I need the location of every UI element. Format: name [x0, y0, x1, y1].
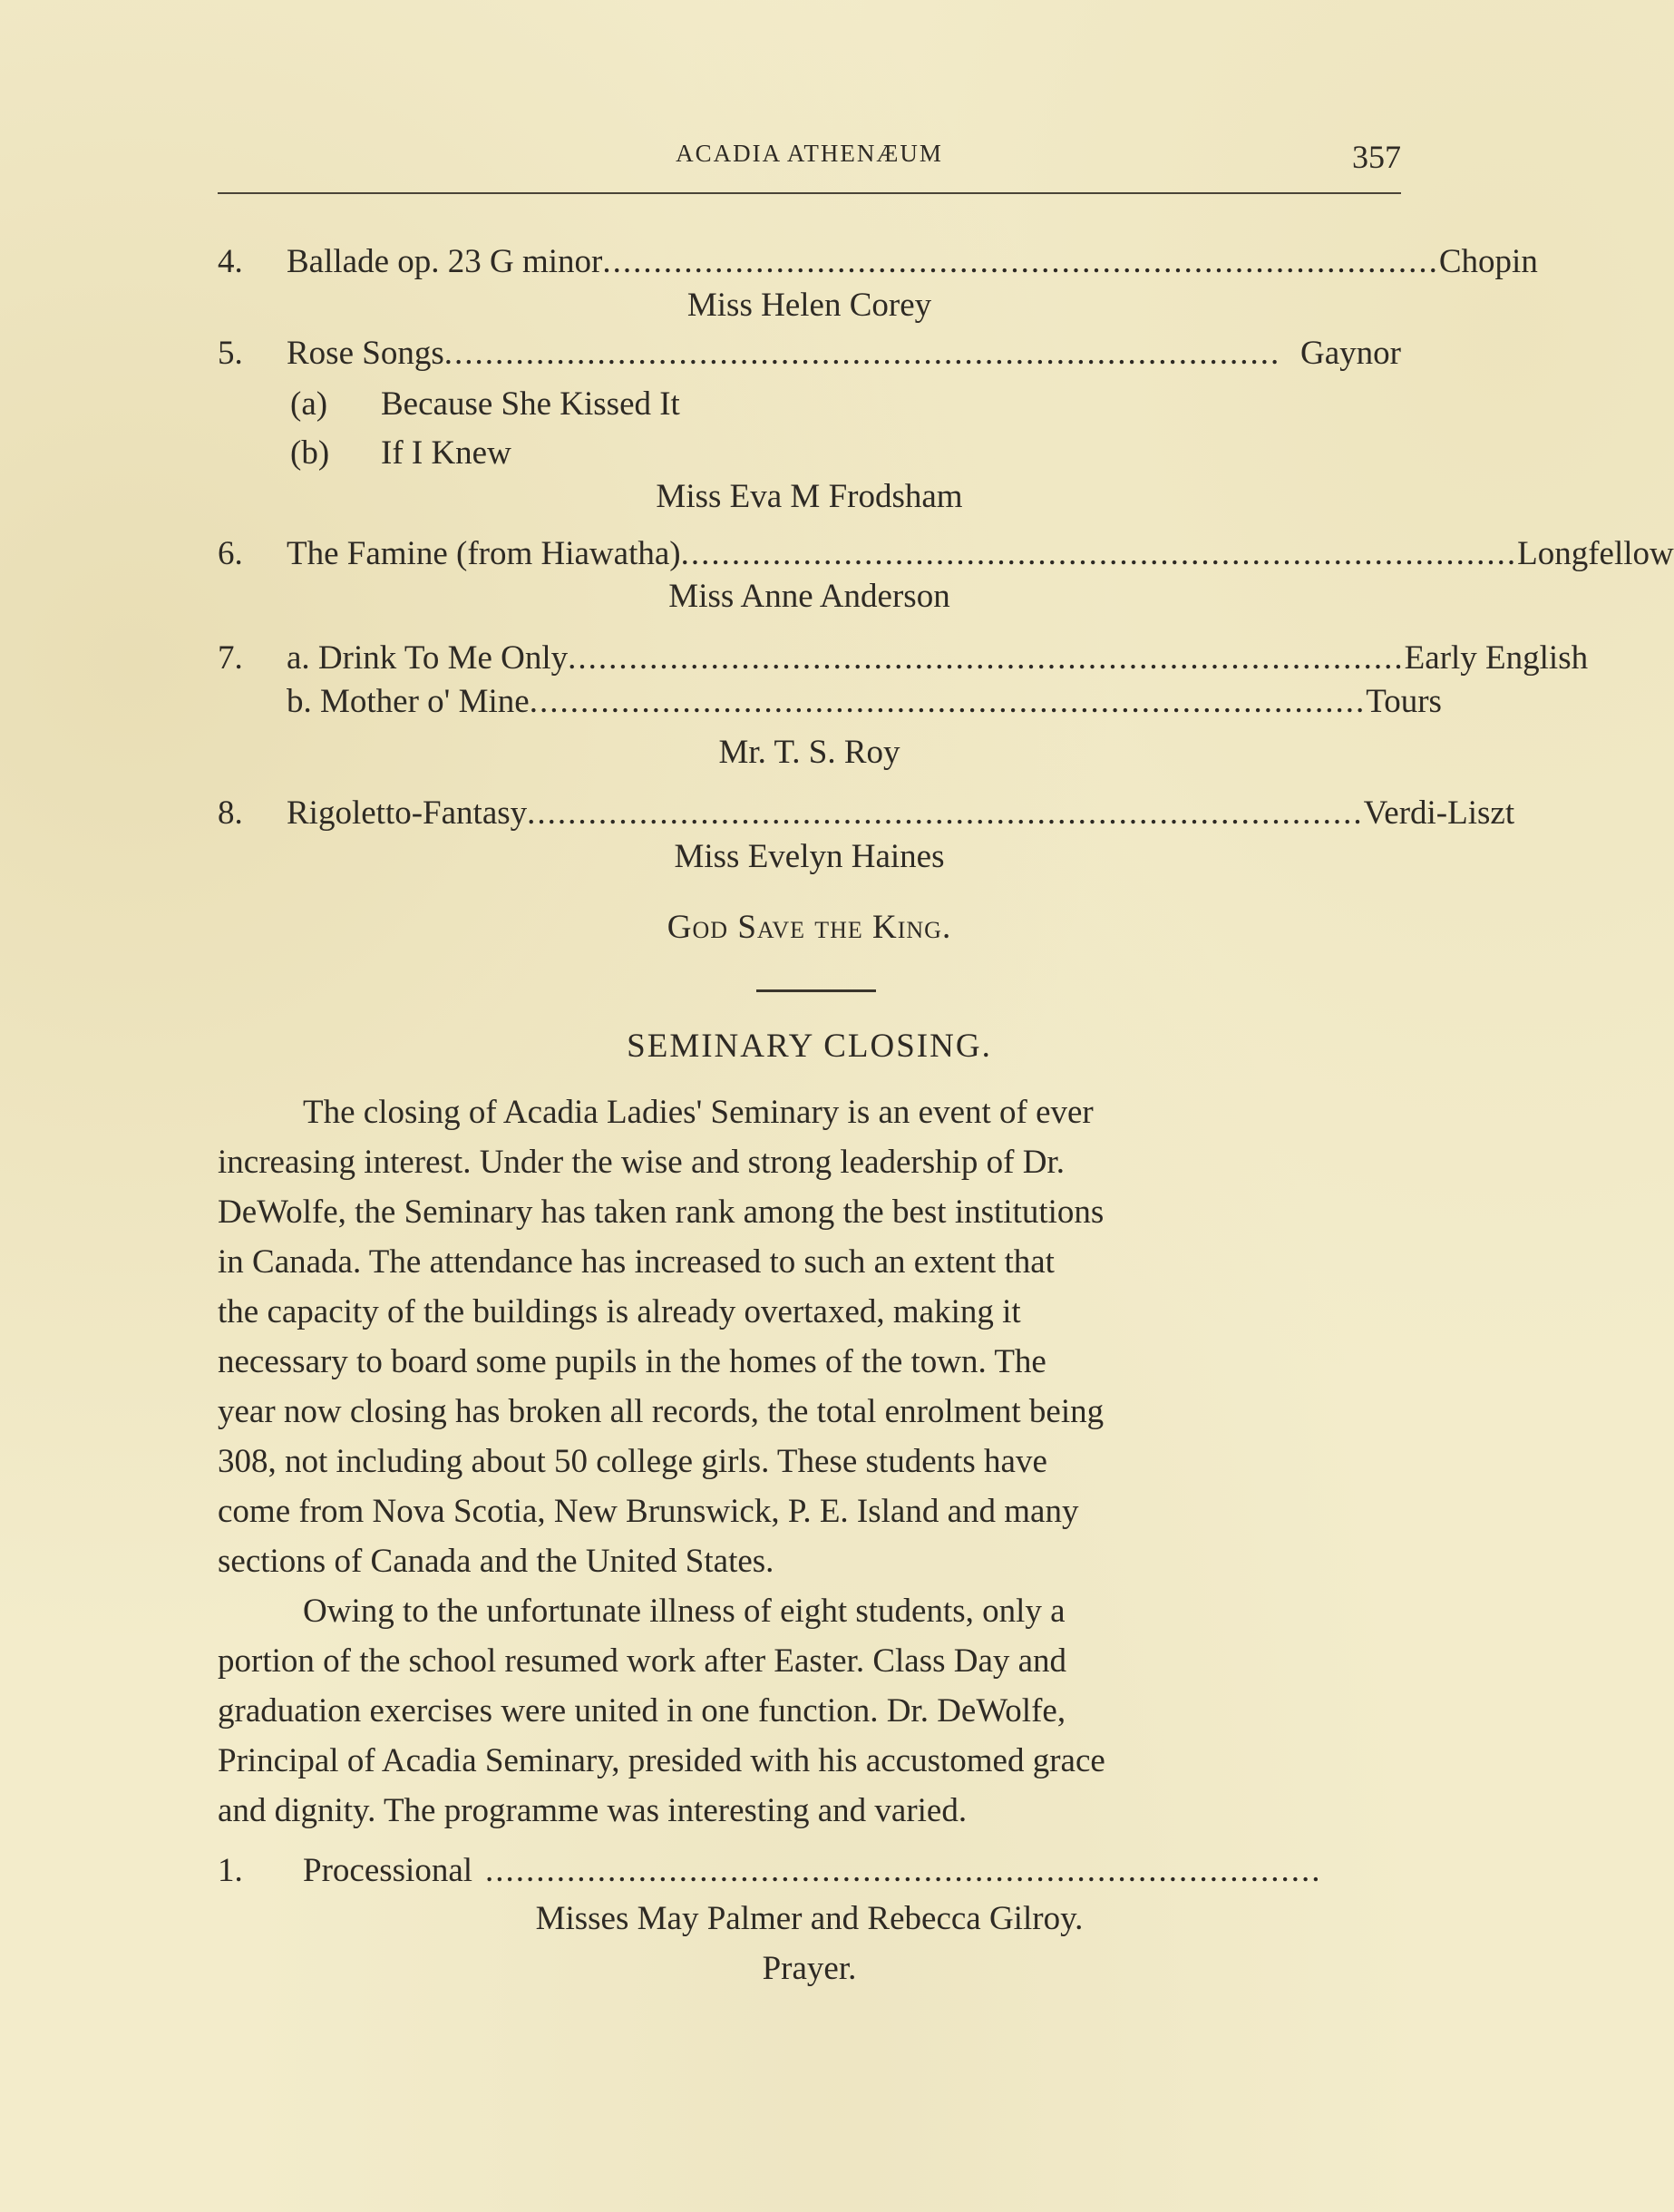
- dot-leader: ..................................................................................: [529, 683, 1367, 720]
- dot-leader: ..................................................................................: [527, 794, 1364, 832]
- program-item: [218, 239, 1538, 285]
- paragraph-line: sections of Canada and the United States.: [218, 1543, 774, 1580]
- paragraph: [218, 1087, 1401, 1586]
- paragraph-line: and dignity. The programme was interesting and varied.: [218, 1792, 968, 1829]
- item-performer: Miss Eva M Frodsham: [656, 478, 963, 515]
- program-item: [218, 636, 1589, 681]
- item-performer: Miss Evelyn Haines: [674, 838, 945, 875]
- sub-item-label: (a): [290, 385, 328, 423]
- paragraph-line: in Canada. The attendance has increased to such an extent that: [218, 1243, 1055, 1281]
- paragraph-line: necessary to board some pupils in the homes of the town. The: [218, 1343, 1046, 1380]
- page-number: 357: [1352, 139, 1401, 175]
- item-title: Rose Songs: [287, 335, 444, 372]
- paragraph: [218, 1586, 1401, 1836]
- item-composer: Verdi-Liszt: [1363, 794, 1515, 832]
- paragraph-line: come from Nova Scotia, New Brunswick, P. E. Island and many: [218, 1493, 1079, 1530]
- item-number: 5.: [218, 335, 243, 372]
- dot-leader: ..................................................................................: [680, 535, 1518, 572]
- sub-item-label: (b): [290, 434, 330, 472]
- item-title: b. Mother o' Mine: [287, 683, 530, 720]
- item-title: Processional: [303, 1852, 473, 1889]
- item-number: 8.: [218, 794, 243, 832]
- dot-leader: ..................................................................................: [568, 639, 1405, 677]
- item-title: a. Drink To Me Only: [287, 639, 569, 677]
- paragraph-line: 308, not including about 50 college girls. These students have: [218, 1443, 1047, 1480]
- prayer-line: Prayer.: [762, 1950, 857, 1987]
- sub-item-text: If I Knew: [381, 434, 511, 472]
- running-header: [218, 134, 1401, 194]
- dot-leader: ..................................................................................: [443, 335, 1281, 372]
- program-item: [218, 531, 1674, 577]
- paragraph-line: Owing to the unfortunate illness of eight students, only a: [303, 1593, 1066, 1630]
- item-title: Rigoletto-Fantasy: [287, 794, 528, 832]
- paragraph-line: graduation exercises were united in one function. Dr. DeWolfe,: [218, 1692, 1066, 1730]
- item-performer: Miss Anne Anderson: [668, 578, 950, 615]
- item-composer: Chopin: [1438, 243, 1538, 280]
- dot-leader: ..................................................................................: [485, 1852, 1322, 1889]
- item-performer: Mr. T. S. Roy: [718, 734, 900, 771]
- item-number: 1.: [218, 1852, 243, 1889]
- item-performer: Misses May Palmer and Rebecca Gilroy.: [535, 1900, 1084, 1937]
- item-number: 7.: [218, 639, 243, 677]
- anthem-line: God Save the King.: [667, 909, 952, 946]
- item-performer: Miss Helen Corey: [686, 287, 932, 324]
- item-composer: Tours: [1366, 683, 1442, 720]
- program-item: [218, 791, 1515, 836]
- item-composer: Gaynor: [1300, 335, 1401, 372]
- program-item: [218, 331, 1401, 376]
- item-number: 4.: [218, 243, 243, 280]
- sub-item-text: Because She Kissed It: [381, 385, 680, 423]
- section-heading: SEMINARY CLOSING.: [627, 1028, 992, 1065]
- sub-item: [290, 382, 834, 427]
- dot-leader: ..................................................................................: [602, 243, 1439, 280]
- program-item-second: [218, 679, 1442, 725]
- journal-title: ACADIA ATHENÆUM: [676, 140, 943, 167]
- item-number: 6.: [218, 535, 243, 572]
- paragraph-line: DeWolfe, the Seminary has taken rank among the best institutions: [218, 1194, 1105, 1231]
- paragraph-line: the capacity of the buildings is already overtaxed, making it: [218, 1293, 1021, 1330]
- paragraph-line: Principal of Acadia Seminary, presided with his accustomed grace: [218, 1742, 1105, 1779]
- paragraph-line: year now closing has broken all records, the total enrolment being: [218, 1393, 1105, 1430]
- paragraph-line: portion of the school resumed work after Easter. Class Day and: [218, 1642, 1067, 1680]
- item-title: Ballade op. 23 G minor: [287, 243, 603, 280]
- item-title: The Famine (from Hiawatha): [287, 535, 681, 572]
- section-divider: [756, 989, 876, 992]
- program-item: [218, 1848, 1401, 1894]
- item-composer: Longfellow: [1517, 535, 1674, 572]
- sub-item: [290, 431, 834, 476]
- item-composer: Early English: [1404, 639, 1589, 677]
- paragraph-line: The closing of Acadia Ladies' Seminary is an event of ever: [303, 1094, 1094, 1131]
- paragraph-line: increasing interest. Under the wise and strong leadership of Dr.: [218, 1144, 1065, 1181]
